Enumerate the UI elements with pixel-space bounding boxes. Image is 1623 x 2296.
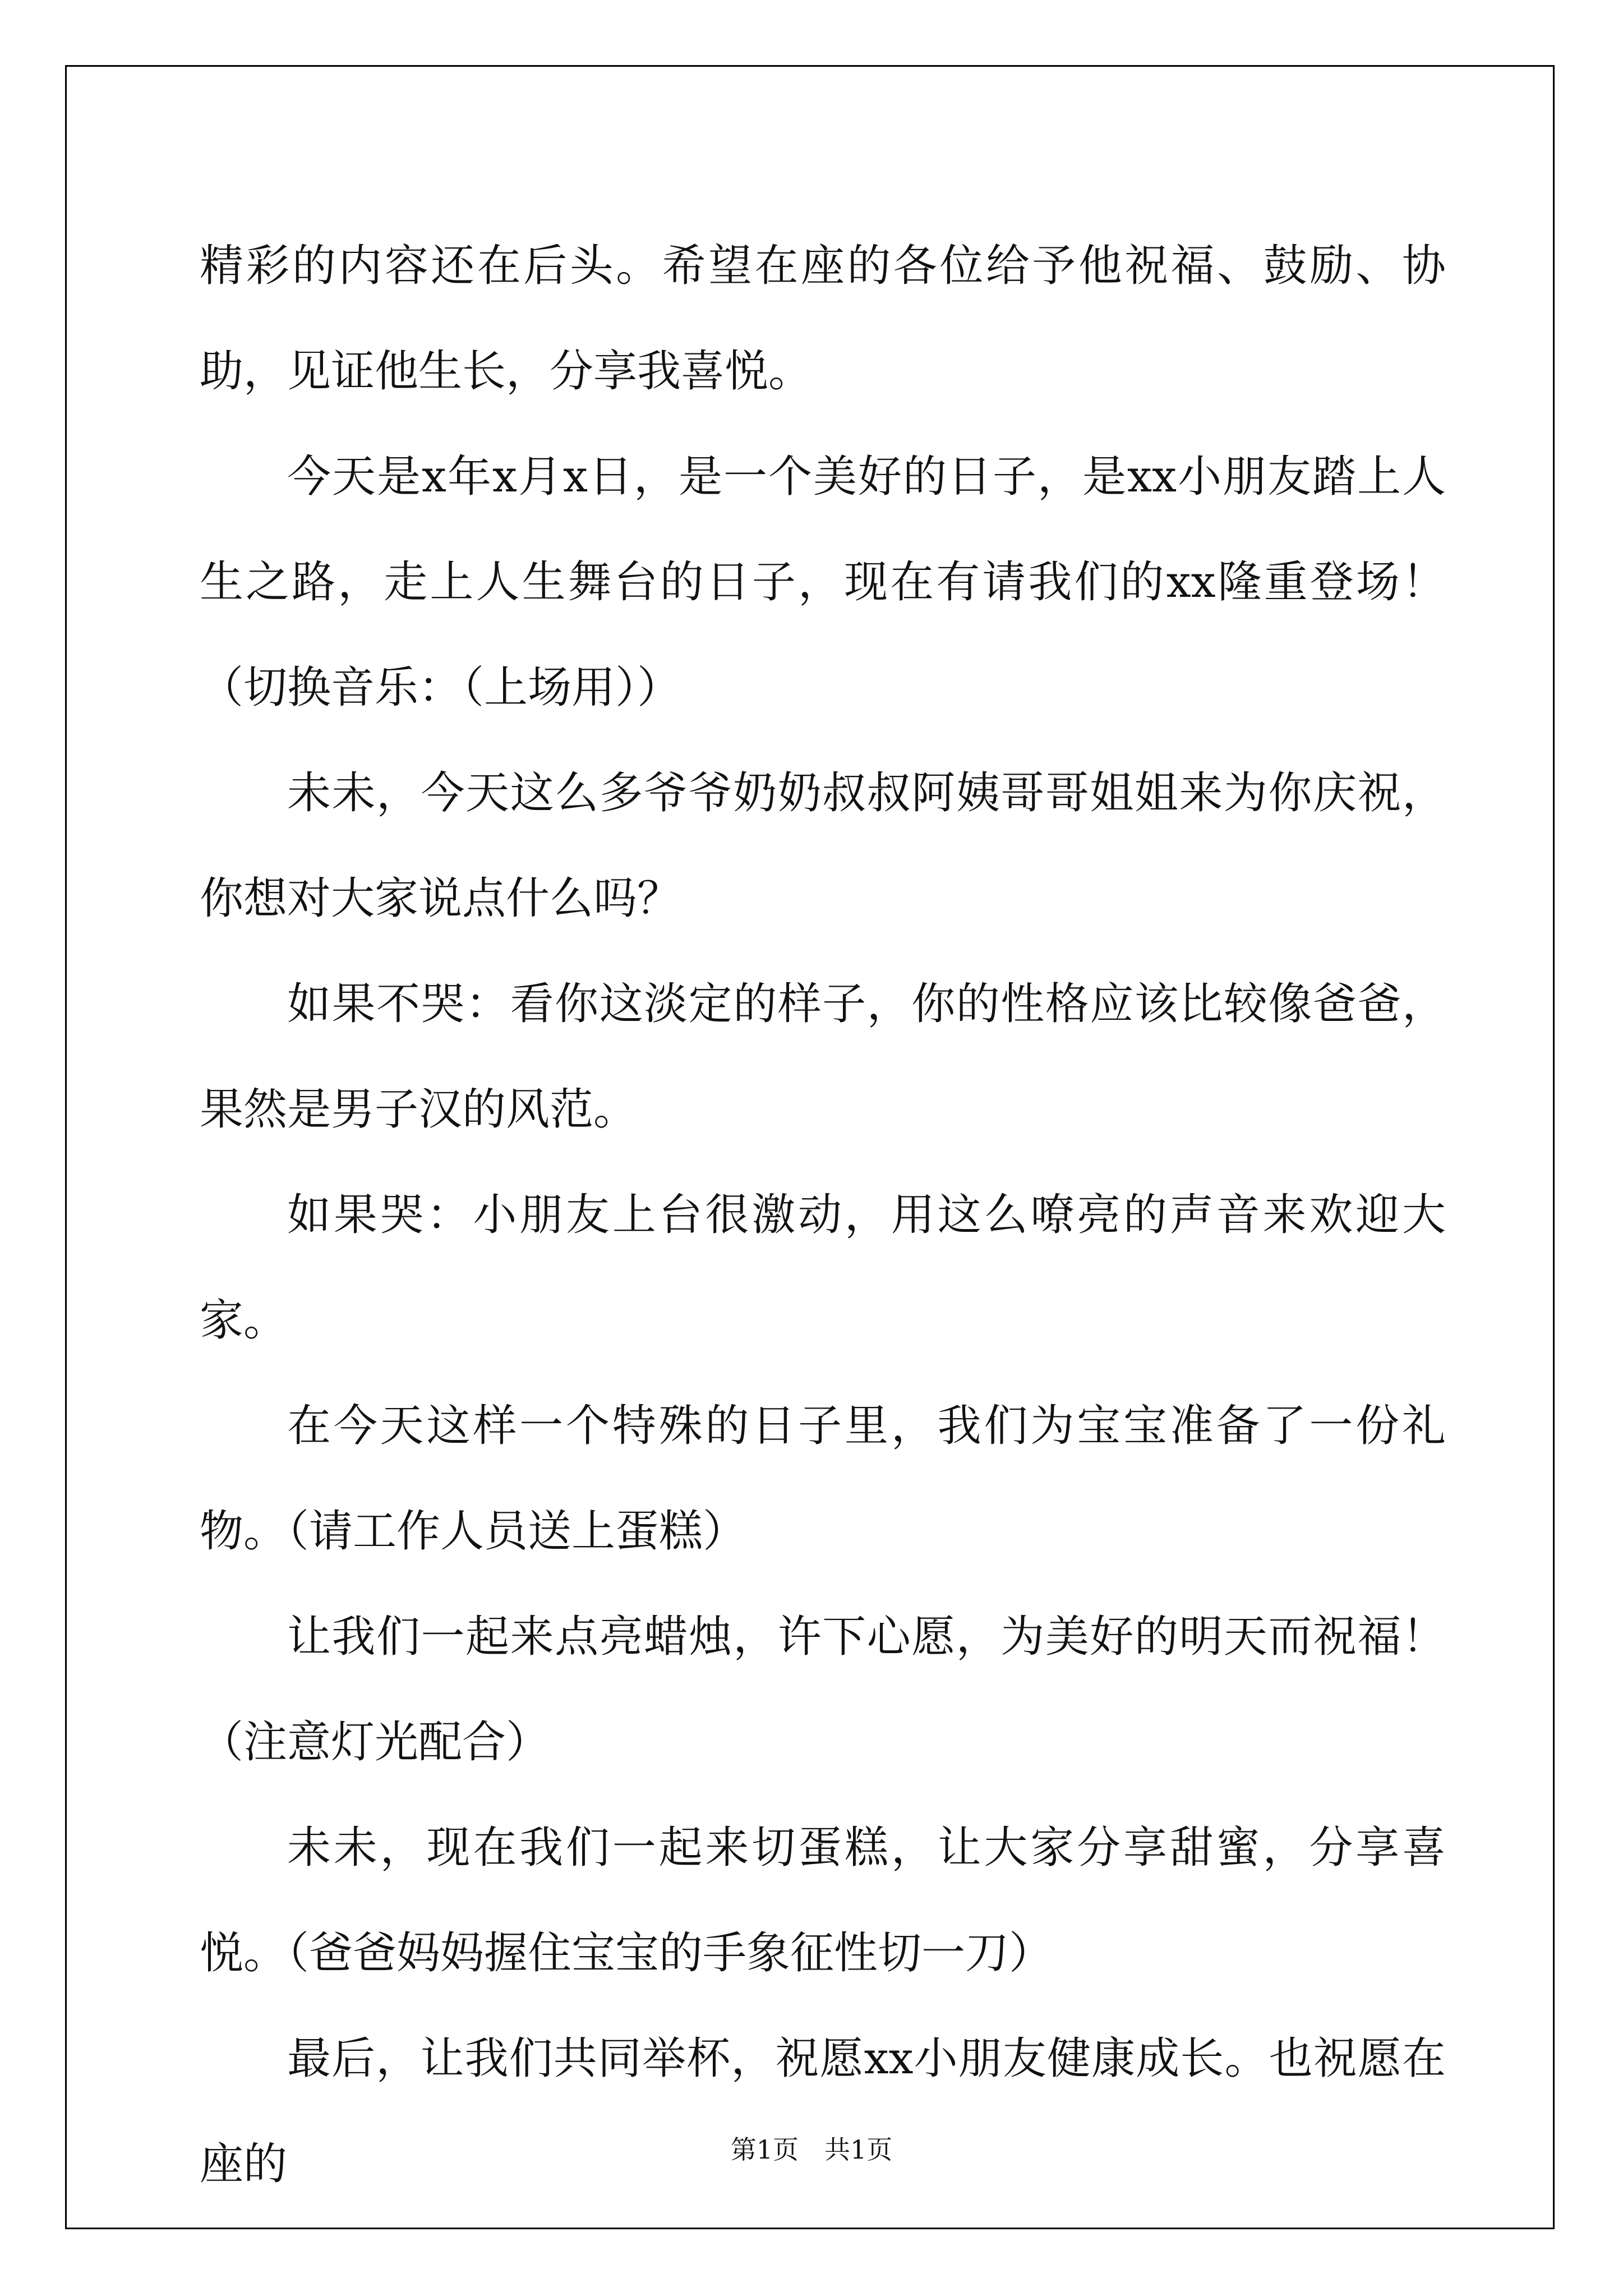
paragraph: 让我们一起来点亮蜡烛，许下心愿，为美好的明天而祝福！（注意灯光配合） — [200, 1612, 1446, 1768]
paragraph: 在今天这样一个特殊的日子里，我们为宝宝准备了一份礼物。（请工作人员送上蛋糕） — [200, 1401, 1446, 1557]
paragraph: 精彩的内容还在后头。希望在座的各位给予他祝福、鼓励、协助，见证他生长，分享我喜悦。 — [200, 241, 1446, 397]
paragraph: 如果不哭：看你这淡定的样子，你的性格应该比较像爸爸，果然是男子汉的风范。 — [200, 979, 1446, 1135]
paragraph: 如果哭：小朋友上台很激动，用这么嘹亮的声音来欢迎大家。 — [200, 1190, 1446, 1346]
paragraph: 今天是x年x月x日，是一个美好的日子，是xx小朋友踏上人生之路，走上人生舞台的日子，现在有请我们的xx隆重登场！（切换音乐：（上场用）） — [200, 452, 1446, 713]
page-number-footer: 第1页 共1页 — [730, 2134, 893, 2165]
paragraph: 最后，让我们共同举杯，祝愿xx小朋友健康成长。也祝愿在座的 — [200, 2033, 1446, 2189]
paragraph: 未未，现在我们一起来切蛋糕，让大家分享甜蜜，分享喜悦。（爸爸妈妈握住宝宝的手象征性切一刀） — [200, 1823, 1446, 1978]
document-body — [200, 213, 1446, 2217]
paragraph: 未未，今天这么多爷爷奶奶叔叔阿姨哥哥姐姐来为你庆祝，你想对大家说点什么吗？ — [200, 768, 1446, 924]
